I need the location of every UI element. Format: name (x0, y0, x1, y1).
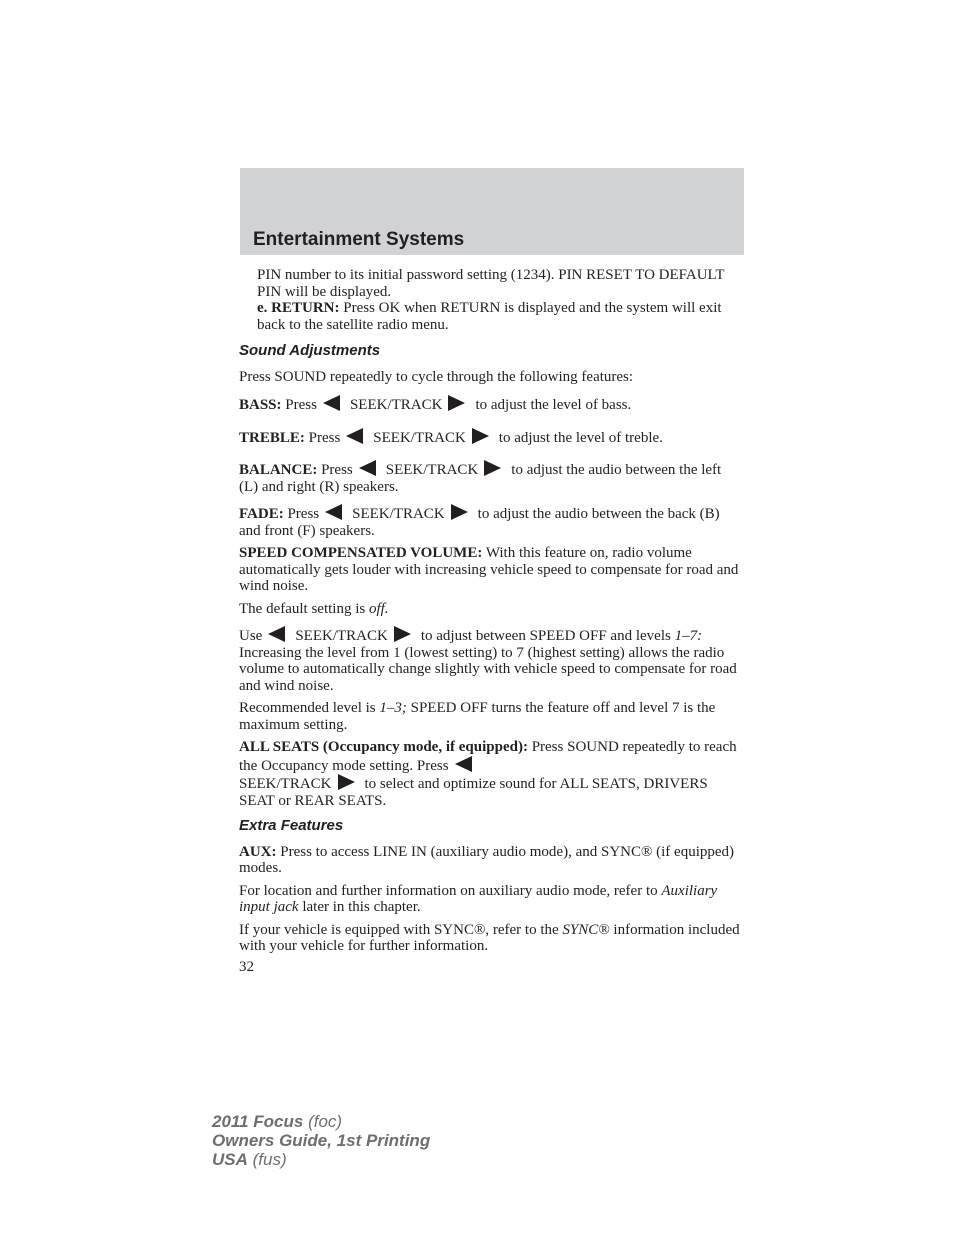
aux-item: AUX: Press to access LINE IN (auxiliary audio mode), and SYNC® (if equipped) modes. (239, 843, 735, 876)
return-label: e. RETURN: (257, 300, 340, 316)
recommended-level: Recommended level is 1–3; SPEED OFF turns the feature off and level 7 is the maximum setting. (239, 700, 716, 733)
seek-left-icon (455, 756, 472, 772)
treble-item: TREBLE: Press SEEK/TRACK to adjust the level of treble. (239, 429, 663, 446)
seek-left-icon (268, 626, 285, 642)
seek-right-icon (394, 626, 411, 642)
bass-item: BASS: Press SEEK/TRACK to adjust the level of bass. (239, 397, 632, 413)
footer-market: USA (fus) (212, 1150, 287, 1169)
page-content (239, 267, 744, 975)
seek-right-icon (338, 774, 355, 790)
seek-right-icon (448, 395, 465, 411)
intro-paragraph: PIN number to its initial password setting (1234). PIN RESET TO DEFAULT PIN will be displayed. e. RETURN: Press OK when RETURN is displayed and the system will exit back to the satellite radio menu. (257, 267, 725, 333)
fade-item: FADE: Press SEEK/TRACK to adjust the audio between the back (B) and front (F) speakers. (239, 506, 720, 539)
use-levels: Use SEEK/TRACK to adjust between SPEED OFF and levels 1–7: Increasing the level from 1 (lowest setting) to 7 (highest setting) allows the radio volume to automatically change slightly with vehicle speed to compensate for road and wind noise. (239, 628, 737, 694)
seek-left-icon (359, 460, 376, 476)
document-footer (212, 1112, 430, 1169)
seek-right-icon (472, 428, 489, 444)
footer-model: 2011 Focus (foc) (212, 1112, 343, 1131)
sync-reference: SYNC® (562, 921, 610, 938)
sync-item: If your vehicle is equipped with SYNC®, refer to the SYNC® information included with your vehicle for further information. (239, 921, 740, 954)
all-seats-item: ALL SEATS (Occupancy mode, if equipped): Press SOUND repeatedly to reach the Occupancy mode setting. Press SEEK/TRACK to select and optimize sound for ALL SEATS, DRIVERS SEAT or REAR SEATS. (239, 739, 737, 809)
default-setting: The default setting is off. (239, 600, 389, 617)
seek-right-icon (484, 460, 501, 476)
seek-left-icon (325, 504, 342, 520)
seek-right-icon (451, 504, 468, 520)
extra-features-heading: Extra Features (239, 817, 344, 834)
sound-intro: Press SOUND repeatedly to cycle through the following features: (239, 368, 634, 385)
auxiliary-input-jack-reference: Auxiliary input jack (239, 882, 718, 915)
speed-compensated-volume: SPEED COMPENSATED VOLUME: With this feature on, radio volume automatically gets louder with increasing vehicle speed to compensate for road and wind noise. (239, 545, 739, 594)
footer-guide: Owners Guide, 1st Printing (212, 1131, 431, 1150)
balance-item: BALANCE: Press SEEK/TRACK to adjust the audio between the left (L) and right (R) speakers. (239, 462, 722, 495)
page-number: 32 (239, 958, 254, 975)
section-title: Entertainment Systems (253, 229, 465, 250)
aux-location: For location and further information on auxiliary audio mode, refer to Auxiliary input jack later in this chapter. (239, 882, 718, 915)
sound-adjustments-heading: Sound Adjustments (239, 342, 381, 359)
seek-left-icon (346, 428, 363, 444)
seek-left-icon (323, 395, 340, 411)
